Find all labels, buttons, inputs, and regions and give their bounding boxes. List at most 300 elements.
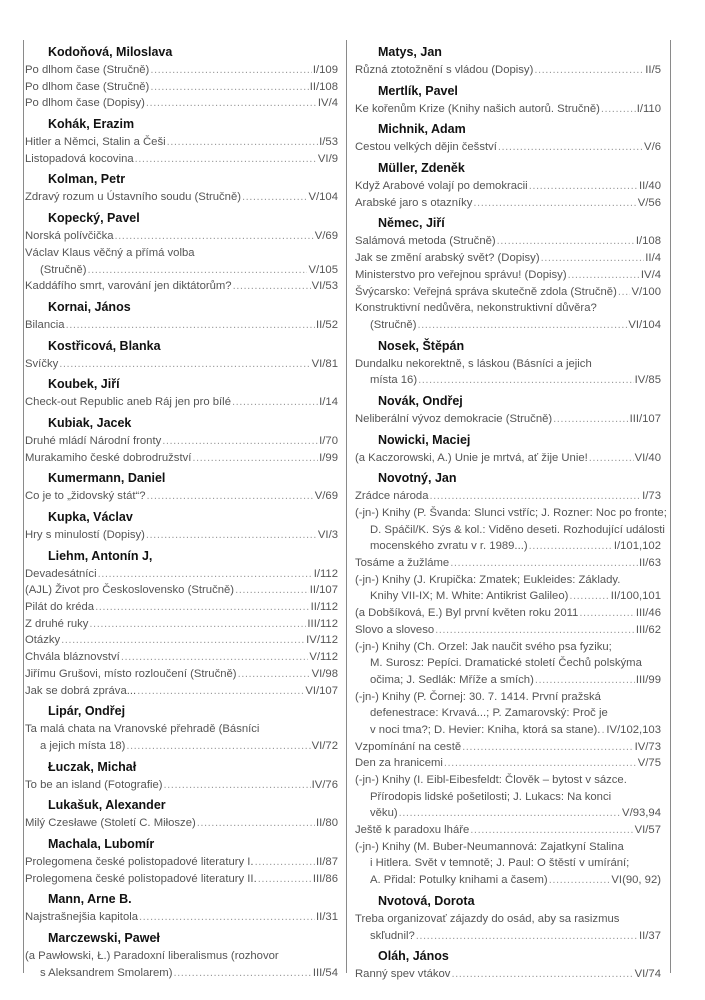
index-entry (25, 948, 338, 981)
author-heading: Koubek, Jiří (48, 377, 120, 392)
index-entry (355, 101, 661, 118)
entry-title: Různá ztotožnění s vládou (Dopisy) (355, 64, 534, 76)
entry-line (355, 622, 661, 639)
dot-leader (462, 739, 633, 756)
dot-leader (601, 722, 605, 739)
index-entry (355, 505, 667, 555)
author-heading: Novák, Ondřej (378, 393, 463, 408)
entry-title: Salámová metoda (Stručně) (355, 235, 496, 248)
entry-line: Václav Klaus věčný a přímá volba (25, 246, 195, 259)
entry-line (25, 616, 338, 633)
entry-page-ref: IV/4 (640, 268, 661, 281)
dot-leader (87, 262, 307, 279)
index-entry (25, 95, 338, 112)
entry-title: Cestou velkých dějin češství (355, 141, 497, 154)
entry-page-ref: IV/85 (634, 374, 661, 387)
entry-page-ref: VI/104 (628, 318, 661, 331)
index-entry (355, 250, 661, 267)
entry-title: Arabské jaro s otazníky (355, 196, 473, 209)
entry-page-ref: III/46 (635, 607, 661, 620)
entry-line (25, 317, 338, 334)
dot-leader (416, 928, 638, 945)
entry-title: (a Dobšíková, E.) Byl první květen roku 2011 (355, 607, 579, 620)
entry-line (25, 262, 338, 279)
index-entry (355, 450, 661, 467)
entry-title: Ke kořenům Krize (Knihy našich autorů. Stručně) (355, 102, 600, 115)
entry-line: i Hitlera. Svět v temnotě; J. Paul: O štěstí v umírání; (370, 857, 630, 870)
entry-page-ref: II/52 (316, 318, 338, 331)
index-entry (25, 721, 338, 754)
dot-leader (146, 95, 317, 112)
entry-page-ref: IV/76 (311, 778, 338, 791)
index-entry (25, 854, 338, 871)
index-entry (25, 599, 338, 616)
entry-line (25, 134, 338, 151)
entry-line: Přírodopis lidské pošetilosti; J. Lukacs: Na konci (370, 790, 612, 803)
entry-title: očima; J. Sedlák: Mříže a smích) (370, 673, 534, 686)
dot-leader (238, 666, 311, 683)
entry-line (25, 965, 338, 982)
author-heading: Kupka, Václav (48, 510, 133, 524)
entry-title: Po dlhom čase (Stručně) (25, 80, 150, 93)
index-entry (355, 772, 661, 822)
index-entry (25, 134, 338, 151)
index-entry (25, 582, 338, 599)
entry-page-ref: VI/72 (311, 739, 338, 752)
index-entry (355, 639, 661, 689)
index-entry (355, 411, 661, 428)
entry-line (25, 909, 338, 926)
author-heading: Michnik, Adam (378, 122, 466, 137)
entry-title: Vzpomínání na cestě (355, 740, 462, 753)
entry-line (355, 233, 661, 250)
entry-line (355, 62, 661, 79)
entry-line: (-jn-) Knihy (Ch. Orzel: Jak naučit svého psa fyziku; (355, 640, 612, 653)
dot-leader (150, 79, 308, 96)
dot-leader (115, 228, 314, 245)
dot-leader (146, 527, 317, 544)
entry-page-ref: I/73 (642, 490, 661, 503)
index-entry (355, 605, 661, 622)
entry-title: skľudnil? (370, 929, 415, 942)
entry-title: Prolegomena české polistopadové literatury I. (25, 855, 254, 868)
dot-leader (173, 965, 311, 982)
author-heading: Machala, Lubomír (48, 836, 155, 851)
index-column-right (346, 40, 671, 981)
dot-leader (541, 250, 645, 267)
index-entry (25, 79, 338, 96)
entry-line (355, 450, 661, 467)
index-entry (355, 822, 661, 839)
entry-page-ref: VI/81 (311, 357, 338, 370)
entry-page-ref: IV/112 (306, 634, 338, 647)
author-heading: Łuczak, Michał (48, 759, 137, 774)
entry-title: Otázky (25, 634, 61, 647)
dot-leader (126, 738, 310, 755)
index-entry (25, 151, 338, 168)
author-heading: Marczewski, Paweł (48, 931, 160, 945)
entry-line (355, 538, 661, 555)
dot-leader (95, 599, 309, 616)
index-entry (25, 356, 338, 373)
dot-leader (498, 139, 643, 156)
entry-line (25, 582, 338, 599)
dot-leader (417, 317, 627, 334)
dot-leader (429, 488, 641, 505)
entry-line (25, 189, 338, 206)
entry-line (355, 966, 661, 983)
entry-line: (-jn-) Knihy (J. Krupička: Zmatek; Eukleides: Základy. (355, 573, 621, 586)
dot-leader (139, 909, 315, 926)
index-entry (355, 356, 661, 389)
dot-leader (529, 538, 613, 555)
entry-line: Treba organizovať zájazdy do osád, aby sa rasizmus (355, 912, 620, 925)
entry-line (355, 555, 661, 572)
index-entry (25, 450, 338, 467)
entry-title: místa 16) (370, 374, 418, 387)
entry-page-ref: IV/102,103 (606, 723, 661, 736)
dot-leader (589, 450, 634, 467)
index-entry (25, 394, 338, 411)
entry-line (355, 822, 661, 839)
entry-title: Devadesátníci (25, 567, 97, 580)
entry-line (355, 722, 661, 739)
entry-title: A. Přidal: Potulky knihami a časem) (370, 874, 548, 887)
entry-page-ref: IV/4 (317, 97, 338, 110)
entry-page-ref: II/100,101 (610, 590, 661, 603)
dot-leader (618, 284, 631, 301)
entry-title: a jejich místa 18) (40, 739, 126, 752)
entry-title: Check-out Republic aneb Ráj jen pro bílé (25, 396, 231, 409)
entry-title: Co je to „židovský stát“? (25, 490, 146, 503)
dot-leader (98, 566, 313, 583)
entry-page-ref: V/93,94 (622, 807, 661, 820)
dot-leader (553, 411, 628, 428)
author-heading: Němec, Jiří (378, 216, 445, 231)
index-entry (25, 909, 338, 926)
dot-leader (164, 777, 311, 794)
dot-leader (529, 178, 638, 195)
entry-line (25, 566, 338, 583)
entry-page-ref: V/69 (314, 230, 338, 243)
author-heading: Mertlík, Pavel (378, 83, 458, 98)
dot-leader (235, 582, 309, 599)
dot-leader (450, 555, 638, 572)
index-entry (355, 839, 661, 889)
entry-page-ref: I/112 (313, 567, 338, 580)
entry-page-ref: III/62 (635, 623, 661, 636)
entry-line: M. Surosz: Pepíci. Dramatické století Čechů polskýma (370, 657, 642, 670)
entry-title: v noci tma?; D. Hevier: Kniha, ktorá sa stane). (370, 723, 601, 736)
entry-line (355, 805, 661, 822)
author-heading: Novotný, Jan (378, 471, 457, 486)
index-entry (355, 622, 661, 639)
entry-line (25, 738, 338, 755)
entry-line (355, 928, 661, 945)
index-entry (25, 616, 338, 633)
entry-page-ref: VI/74 (634, 968, 661, 981)
entry-title: (Stručně) (370, 318, 417, 331)
entry-line (355, 317, 661, 334)
dot-leader (418, 372, 634, 389)
entry-title: Slovo a sloveso (355, 623, 435, 636)
dot-leader (568, 267, 640, 284)
entry-line (25, 632, 338, 649)
author-heading: Nosek, Štěpán (378, 338, 465, 353)
author-heading: Kodoňová, Miloslava (48, 45, 173, 59)
entry-line (355, 588, 661, 605)
entry-line (355, 267, 661, 284)
author-heading: Oláh, János (378, 949, 449, 964)
dot-leader (569, 588, 609, 605)
index-entry (25, 777, 338, 794)
dot-leader (59, 356, 310, 373)
entry-line (355, 605, 661, 622)
index-entry (25, 666, 338, 683)
index-entry (25, 527, 338, 544)
dot-leader (399, 805, 621, 822)
dot-leader (435, 622, 635, 639)
entry-title: Bilancia (25, 318, 65, 331)
dot-leader (89, 616, 306, 633)
entry-page-ref: II/107 (309, 584, 338, 597)
index-entry (25, 632, 338, 649)
author-heading: Kolman, Petr (48, 172, 126, 187)
entry-title: Když Arabové volají po demokracii (355, 180, 528, 193)
index-entry (25, 488, 338, 505)
dot-leader (167, 134, 319, 151)
entry-line (355, 372, 661, 389)
dot-leader (535, 672, 635, 689)
entry-page-ref: I/110 (636, 102, 661, 115)
entry-title: Jak se dobrá zpráva... (25, 684, 137, 697)
entry-line (355, 250, 661, 267)
dot-leader (66, 317, 315, 334)
entry-title: Jiřímu Grušovi, místo rozloučení (Stručně) (25, 667, 237, 680)
index-entry (355, 555, 661, 572)
entry-line: D. Spáčil/K. Sýs & kol.: Viděno deseti. Rozhodující události (370, 523, 665, 536)
index-entry (355, 689, 661, 739)
author-heading: Kubiak, Jacek (48, 415, 132, 430)
entry-page-ref: VI/53 (311, 280, 338, 293)
entry-title: Prolegomena české polistopadové literatury II. (25, 872, 257, 885)
index-entry (355, 488, 661, 505)
entry-title: Tosáme a žužláme (355, 557, 450, 570)
author-heading: Nowicki, Maciej (378, 432, 471, 447)
index-entry (25, 815, 338, 832)
entry-line (25, 488, 338, 505)
index-entry (25, 871, 338, 888)
entry-title: (AJL) Život pro Československo (Stručně) (25, 584, 235, 597)
index-entry (25, 228, 338, 245)
entry-title: Po dlhom čase (Stručně) (25, 64, 150, 76)
entry-line (25, 394, 338, 411)
entry-title: Švýcarsko: Veřejná správa skutečně zdola (Stručně) (355, 285, 617, 298)
entry-line (355, 739, 661, 756)
entry-page-ref: V/6 (644, 141, 661, 154)
index-entry (25, 649, 338, 666)
index-entry (355, 139, 661, 156)
author-heading: Mann, Arne B. (48, 892, 132, 907)
entry-page-ref: I/14 (319, 396, 338, 409)
entry-line (25, 666, 338, 683)
entry-title: Norská polívčička (25, 230, 114, 243)
entry-line (355, 178, 661, 195)
author-heading: Müller, Zdeněk (378, 161, 465, 176)
index-entry (25, 317, 338, 334)
dot-leader (451, 966, 633, 983)
entry-title: Ještě k paradoxu lháře (355, 824, 470, 837)
entry-line (25, 278, 338, 295)
entry-title: Najstrašnejšia kapitola (25, 911, 139, 924)
dot-leader (61, 632, 305, 649)
entry-title: Svíčky (25, 357, 59, 370)
author-heading: Liehm, Antonín J, (48, 548, 153, 563)
entry-page-ref: II/4 (645, 252, 661, 265)
dot-leader (232, 394, 318, 411)
entry-title: Knihy VII-IX; M. White: Antikrist Galileo) (370, 590, 569, 603)
author-heading: Lukašuk, Alexander (48, 798, 166, 813)
entry-page-ref: III/86 (312, 872, 338, 885)
dot-leader (534, 62, 644, 79)
entry-page-ref: I/108 (635, 235, 661, 248)
entry-line (355, 139, 661, 156)
dot-leader (135, 151, 317, 168)
index-entry (25, 62, 338, 79)
index-column-left (23, 40, 347, 979)
author-heading: Kostřicová, Blanka (48, 338, 161, 353)
entry-title: Zrádce národa (355, 490, 429, 503)
index-entry (355, 233, 661, 250)
entry-line (25, 228, 338, 245)
entry-page-ref: VI/3 (317, 529, 338, 541)
entry-page-ref: VI/98 (311, 667, 338, 680)
entry-page-ref: V/112 (309, 651, 338, 664)
entry-page-ref: V/75 (637, 757, 661, 770)
entry-title: Ranný spev vtákov (355, 968, 451, 981)
entry-line: Dundalku nekorektně, s láskou (Básníci a jejich (355, 357, 592, 370)
entry-title: Hitler a Němci, Stalin a Češi (25, 136, 166, 149)
entry-line: defenestrace: Krvavá...; P. Zamarovský: Proč je (370, 707, 608, 720)
index-entry (355, 267, 661, 284)
entry-line (25, 683, 338, 700)
entry-title: Jak se změní arabský svět? (Dopisy) (355, 252, 540, 265)
author-heading: Kumermann, Daniel (48, 471, 166, 486)
entry-page-ref: VI(90, 92) (611, 874, 661, 887)
entry-page-ref: VI/9 (317, 152, 338, 165)
dot-leader (497, 233, 635, 250)
entry-line (355, 872, 661, 889)
entry-title: (Stručně) (40, 263, 87, 276)
entry-title: věku) (370, 807, 398, 820)
entry-page-ref: III/99 (635, 673, 661, 686)
dot-leader (258, 871, 312, 888)
dot-leader (444, 755, 637, 772)
entry-line (25, 871, 338, 888)
author-heading: Nvotová, Dorota (378, 893, 475, 908)
entry-page-ref: VI/57 (634, 824, 661, 837)
entry-line: (a Pawłowski, Ł.) Paradoxní liberalismus (rozhovor (25, 950, 279, 962)
dot-leader (579, 605, 635, 622)
entry-line (355, 101, 661, 118)
dot-leader (150, 62, 312, 79)
entry-title: Murakamiho české dobrodružství (25, 451, 192, 464)
author-heading: Kohák, Erazim (48, 117, 135, 132)
entry-line (25, 649, 338, 666)
entry-page-ref: II/112 (310, 601, 338, 614)
author-heading: Kopecký, Pavel (48, 211, 140, 226)
dot-leader (137, 683, 304, 700)
entry-title: Druhé mládí Národní fronty (25, 434, 162, 447)
entry-page-ref: II/37 (639, 929, 661, 942)
entry-page-ref: IV/73 (634, 740, 661, 753)
dot-leader (470, 822, 633, 839)
entry-line: (-jn-) Knihy (I. Eibl-Eibesfeldt: Člověk – bytost v sázce. (355, 774, 627, 786)
index-entry (355, 178, 661, 195)
entry-page-ref: II/108 (309, 80, 338, 93)
entry-line (355, 672, 661, 689)
entry-title: Ministerstvo pro veřejnou správu! (Dopisy) (355, 268, 567, 281)
entry-line (355, 195, 661, 212)
entry-line: Ta malá chata na Vranovské přehradě (Básníci (25, 723, 260, 736)
index-entry (25, 566, 338, 583)
index-entry (355, 284, 661, 301)
entry-line (25, 777, 338, 794)
entry-page-ref: I/70 (319, 434, 338, 447)
entry-page-ref: V/56 (637, 196, 661, 209)
author-heading: Kornai, János (48, 299, 131, 314)
entry-page-ref: II/5 (645, 64, 661, 76)
entry-title: Zdravý rozum u Ústavního soudu (Stručně) (25, 191, 241, 204)
entry-title: To be an island (Fotografie) (25, 778, 163, 791)
index-entry (355, 62, 661, 79)
entry-title: Z druhé ruky (25, 617, 89, 630)
index-entry (25, 433, 338, 450)
entry-page-ref: VI/107 (305, 684, 338, 697)
index-entry (355, 911, 661, 944)
entry-title: Den za hranicemi (355, 757, 443, 770)
entry-page-ref: II/31 (316, 911, 338, 924)
dot-leader (255, 854, 315, 871)
entry-title: Hry s minulostí (Dopisy) (25, 529, 145, 541)
entry-line (25, 79, 338, 96)
entry-title: Pilát do kréda (25, 601, 95, 614)
entry-page-ref: VI/40 (634, 451, 661, 464)
entry-page-ref: I/109 (312, 64, 338, 76)
entry-line (25, 151, 338, 168)
entry-line: Konstruktivní nedůvěra, nekonstruktivní důvěra? (355, 302, 597, 315)
entry-line (25, 815, 338, 832)
entry-page-ref: III/112 (307, 617, 338, 630)
entry-page-ref: V/104 (308, 191, 338, 204)
dot-leader (197, 815, 315, 832)
entry-title: Kaddáfího smrt, varování jen diktátorům? (25, 280, 232, 293)
entry-title: s Aleksandrem Smolarem) (40, 966, 173, 979)
dot-leader (192, 450, 318, 467)
entry-page-ref: V/105 (308, 263, 338, 276)
entry-page-ref: V/69 (314, 490, 338, 503)
author-heading: Matys, Jan (378, 45, 442, 59)
entry-line (25, 854, 338, 871)
entry-line (25, 433, 338, 450)
entry-page-ref: I/99 (319, 451, 338, 464)
entry-title: Neliberální vývoz demokracie (Stručně) (355, 412, 553, 425)
entry-line (25, 62, 338, 79)
dot-leader (473, 195, 636, 212)
dot-leader (601, 101, 636, 118)
dot-leader (147, 488, 314, 505)
entry-page-ref: II/87 (316, 855, 338, 868)
